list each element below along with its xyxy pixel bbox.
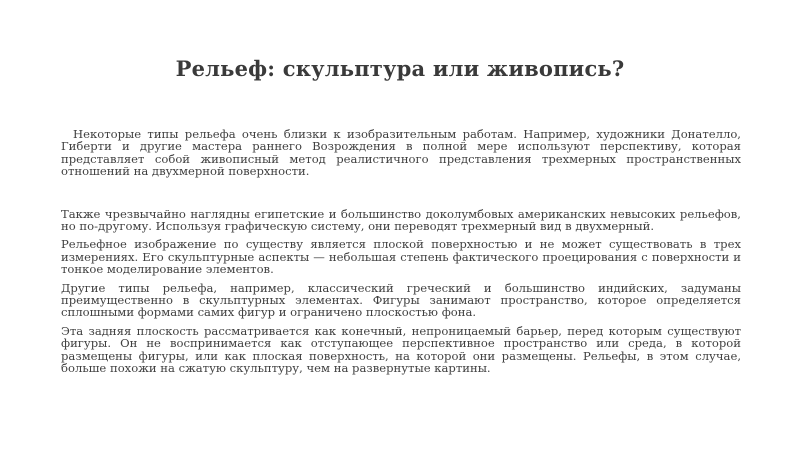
slide-body (61, 128, 741, 375)
paragraph-2: Также чрезвычайно наглядны египетские и большинство доколумбовых американских невысоких рельефов, но по-другому. Используя графическую систему, они переводят трехмерный вид в двухмерный. (61, 206, 741, 234)
slide-title: Рельеф: скульптура или живопись? (175, 56, 625, 81)
paragraph-1: Некоторые типы рельефа очень близки к изобразительным работам. Например, художники Донателло, Гиберти и другие мастера раннего Возрождения в полной мере используют перспективу, которая представляет собой живописный метод реалистичного представления трехмерных пространственных отношений на двухмерной поверхности. (61, 127, 741, 179)
paragraph-5: Эта задняя плоскость рассматривается как конечный, непроницаемый барьер, перед которым существуют фигуры. Он не воспринимается как отступающее перспективное пространство или среда, в которой размещены фигуры, или как плоская поверхность, на которой они размещены. Рельефы, в этом случае, больше похожи на сжатую скульптуру, чем на развернутые картины. (61, 323, 741, 376)
paragraph-3: Рельефное изображение по существу является плоской поверхностью и не может существовать в трех измерениях. Его скульптурные аспекты — небольшая степень фактического проецирования с поверхности и тонкое моделирование элементов. (61, 237, 741, 277)
paragraph-4: Другие типы рельефа, например, классический греческий и большинство индийских, задуманы преимущественно в скульптурных элементах. Фигуры занимают пространство, которое определяется сплошными формами самих фигур и ограничено плоскостью фона. (61, 280, 741, 320)
